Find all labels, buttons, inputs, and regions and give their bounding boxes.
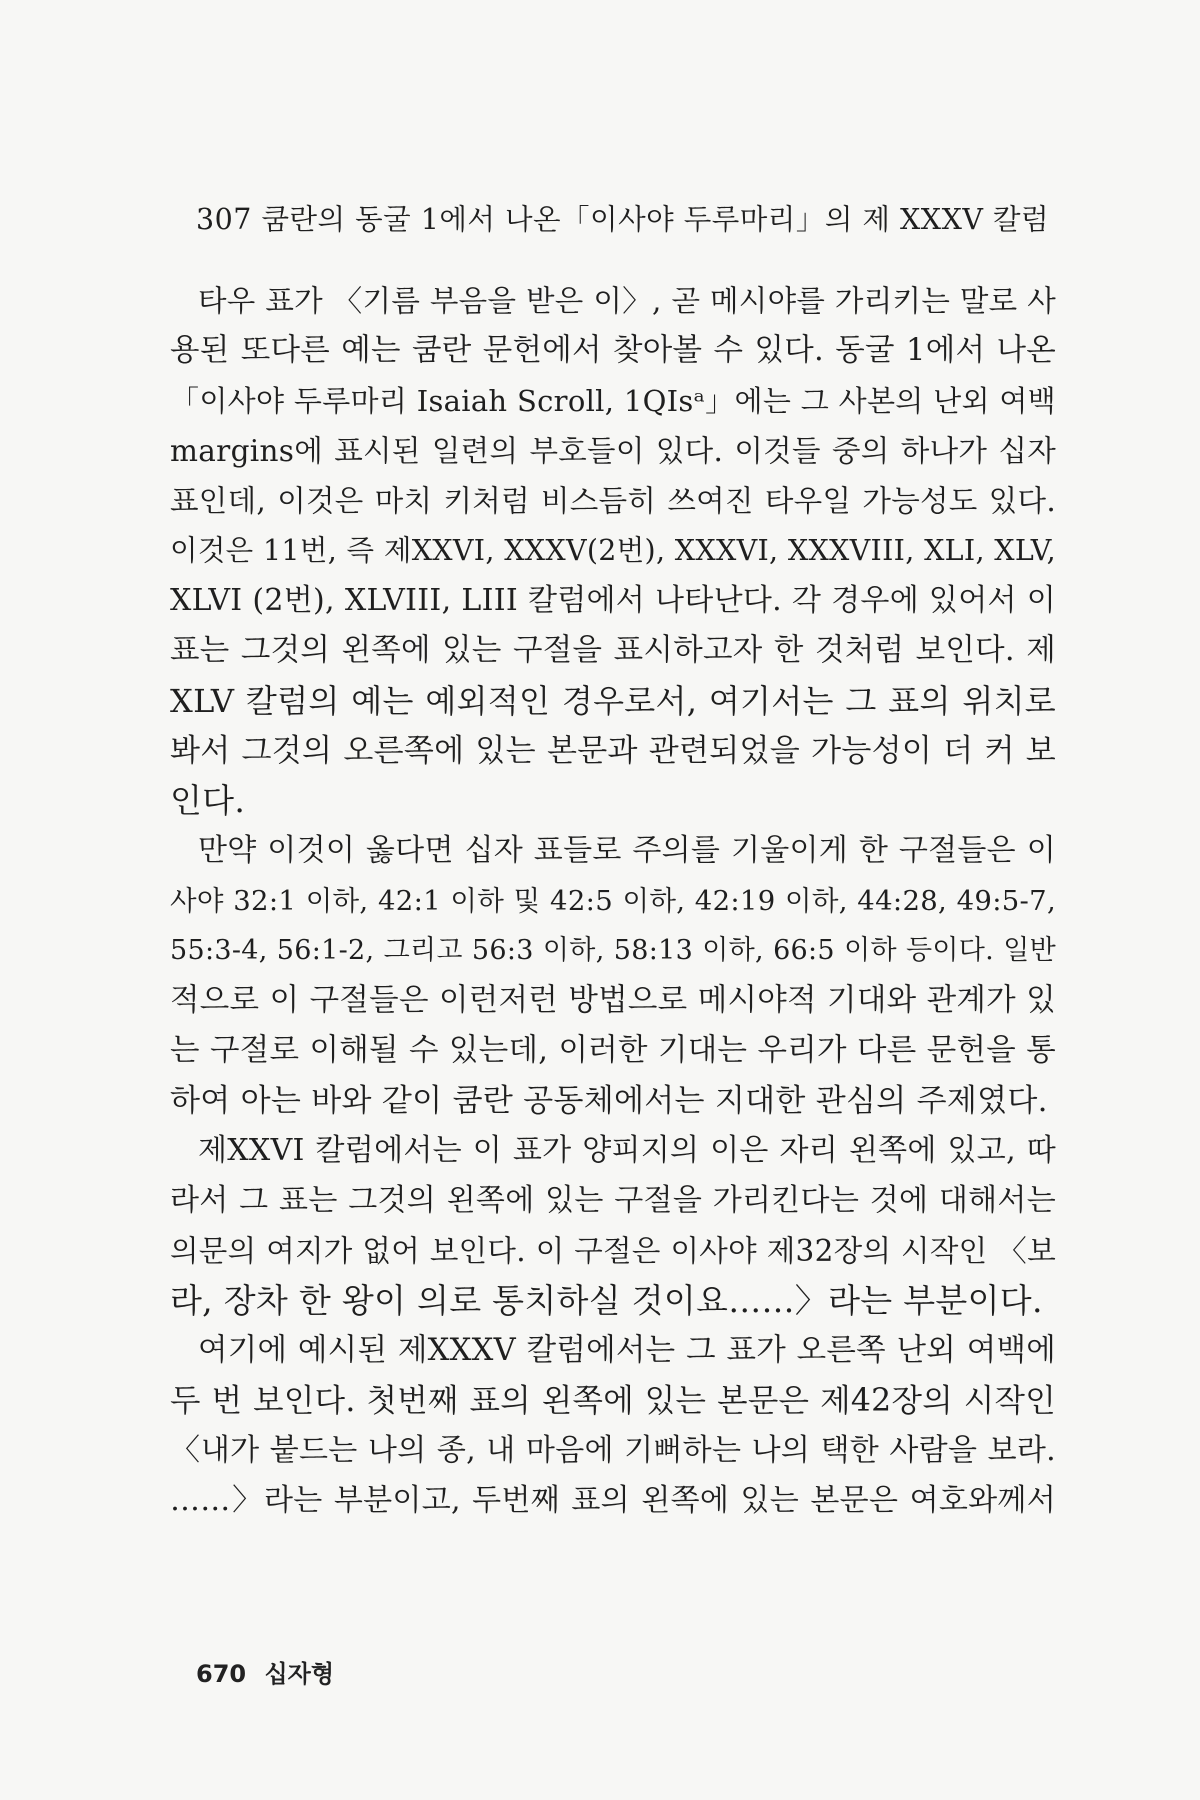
- text-line: 〈내가 붙드는 나의 종, 내 마음에 기뻐하는 나의 택한 사람을 보라.: [170, 1433, 1056, 1468]
- text-line: 여기에 예시된 제XXXV 칼럼에서는 그 표가 오른쪽 난외 여백에: [198, 1333, 1056, 1368]
- text-line: 표는 그것의 왼쪽에 있는 구절을 표시하고자 한 것처럼 보인다. 제: [170, 633, 1056, 668]
- text-line: 「이사야 두루마리 Isaiah Scroll, 1QIsᵃ」에는 그 사본의 난외 여백: [170, 384, 1056, 418]
- text-line: 의문의 여지가 없어 보인다. 이 구절은 이사야 제32장의 시작인 〈보: [170, 1234, 1056, 1268]
- text-line: margins에 표시된 일련의 부호들이 있다. 이것들 중의 하나가 십자: [170, 434, 1056, 468]
- text-line: 는 구절로 이해될 수 있는데, 이러한 기대는 우리가 다른 문헌을 통: [170, 1033, 1056, 1068]
- text-line: 사야 32:1 이하, 42:1 이하 및 42:5 이하, 42:19 이하, 44:28, 49:5-7,: [170, 885, 1056, 917]
- text-line: 적으로 이 구절들은 이런저런 방법으로 메시야적 기대와 관계가 있: [170, 983, 1056, 1018]
- text-line: 55:3-4, 56:1-2, 그리고 56:3 이하, 58:13 이하, 66:5 이하 등이다. 일반: [170, 935, 1056, 966]
- text-line: 라, 장차 한 왕이 의로 통치하실 것이요……〉라는 부분이다.: [170, 1281, 1043, 1320]
- text-line: 이것은 11번, 즉 제XXVI, XXXV(2번), XXXVI, XXXVIII, XLI, XLV,: [170, 534, 1056, 567]
- text-line: 하여 아는 바와 같이 쿰란 공동체에서는 지대한 관심의 주제였다.: [170, 1083, 1048, 1119]
- running-title: 십자형: [264, 1660, 335, 1688]
- text-line: 타우 표가 〈기름 부음을 받은 이〉, 곧 메시야를 가리키는 말로 사: [198, 284, 1056, 318]
- text-line: 제XXVI 칼럼에서는 이 표가 양피지의 이은 자리 왼쪽에 있고, 따: [198, 1133, 1056, 1168]
- figure-caption: 307 쿰란의 동굴 1에서 나온「이사야 두루마리」의 제 XXXV 칼럼: [196, 203, 1050, 236]
- text-line: 봐서 그것의 오른쪽에 있는 본문과 관련되었을 가능성이 더 커 보: [170, 733, 1056, 769]
- text-line: 용된 또다른 예는 쿰란 문헌에서 찾아볼 수 있다. 동굴 1에서 나온: [170, 333, 1056, 368]
- text-line: 인다.: [170, 781, 246, 820]
- text-line: ……〉라는 부분이고, 두번째 표의 왼쪽에 있는 본문은 여호와께서: [170, 1483, 1056, 1518]
- text-line: 두 번 보인다. 첫번째 표의 왼쪽에 있는 본문은 제42장의 시작인: [170, 1383, 1056, 1419]
- page-footer: [196, 1654, 344, 1689]
- body-text: [170, 276, 1056, 1526]
- text-line: 만약 이것이 옳다면 십자 표들로 주의를 기울이게 한 구절들은 이: [198, 833, 1056, 868]
- text-line: 표인데, 이것은 마치 키처럼 비스듬히 쓰여진 타우일 가능성도 있다.: [170, 484, 1056, 518]
- text-line: XLV 칼럼의 예는 예외적인 경우로서, 여기서는 그 표의 위치로: [170, 682, 1056, 720]
- text-line: 라서 그 표는 그것의 왼쪽에 있는 구절을 가리킨다는 것에 대해서는: [170, 1183, 1056, 1218]
- text-line: XLVI (2번), XLVIII, LIII 칼럼에서 나타난다. 각 경우에 있어서 이: [170, 583, 1056, 618]
- page-number: 670: [196, 1660, 247, 1688]
